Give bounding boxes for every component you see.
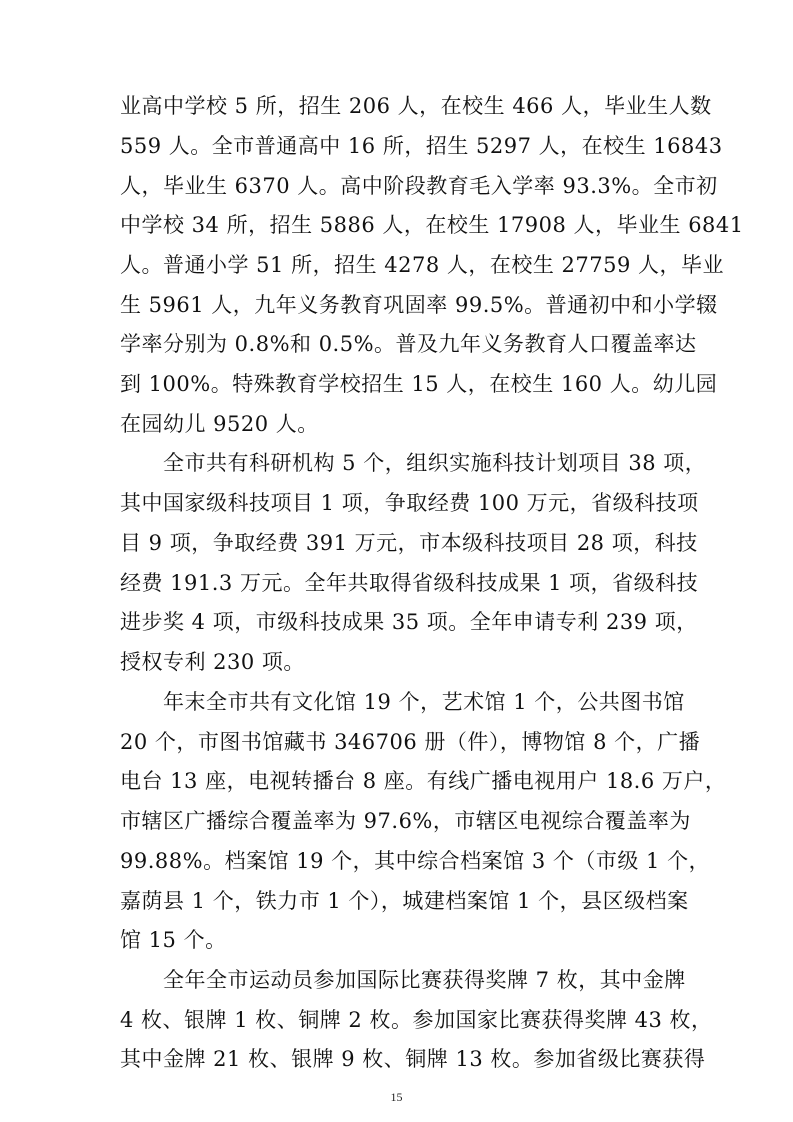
text-line: 99.88%。档案馆 19 个，其中综合档案馆 3 个（市级 1 个， (120, 849, 711, 873)
text-line: 年末全市共有文化馆 19 个，艺术馆 1 个，公共图书馆 (163, 690, 685, 714)
text-line: 市辖区广播综合覆盖率为 97.6%，市辖区电视综合覆盖率为 (120, 809, 691, 833)
text-line: 4 枚、银牌 1 枚、铜牌 2 枚。参加国家比赛获得奖牌 43 枚， (120, 1008, 713, 1032)
text-line: 其中国家级科技项目 1 项，争取经费 100 万元，省级科技项 (120, 491, 699, 515)
text-line: 人，毕业生 6370 人。高中阶段教育毛入学率 93.3%。全市初 (120, 174, 718, 198)
text-line: 其中金牌 21 枚、银牌 9 枚、铜牌 13 枚。参加省级比赛获得 (120, 1047, 706, 1071)
text-line: 电台 13 座，电视转播台 8 座。有线广播电视用户 18.6 万户， (120, 769, 727, 793)
text-line: 进步奖 4 项，市级科技成果 35 项。全年申请专利 239 项， (120, 610, 698, 634)
text-line: 经费 191.3 万元。全年共取得省级科技成果 1 项，省级科技 (120, 571, 699, 595)
text-line: 20 个，市图书馆藏书 346706 册（件），博物馆 8 个，广播 (120, 730, 701, 754)
text-line: 在园幼儿 9520 人。 (120, 412, 319, 436)
text-line: 全市共有科研机构 5 个，组织实施科技计划项目 38 项， (163, 451, 707, 475)
text-line: 生 5961 人，九年义务教育巩固率 99.5%。普通初中和小学辍 (120, 293, 718, 317)
text-line: 嘉荫县 1 个，铁力市 1 个），城建档案馆 1 个，县区级档案 (120, 889, 689, 913)
text-line: 目 9 项，争取经费 391 万元，市本级科技项目 28 项，科技 (120, 531, 698, 555)
text-line: 全年全市运动员参加国际比赛获得奖牌 7 枚，其中金牌 (163, 968, 686, 992)
text-line: 授权专利 230 项。 (120, 650, 305, 674)
text-line: 中学校 34 所，招生 5886 人，在校生 17908 人，毕业生 6841 (120, 213, 744, 237)
text-line: 馆 15 个。 (120, 928, 227, 952)
text-line: 到 100%。特殊教育学校招生 15 人，在校生 160 人。幼儿园 (120, 372, 718, 396)
text-line: 学率分别为 0.8%和 0.5%。普及九年义务教育人口覆盖率达 (120, 332, 697, 356)
text-line: 559 人。全市普通高中 16 所，招生 5297 人，在校生 16843 (120, 134, 723, 158)
page-number: 15 (390, 1090, 403, 1104)
text-line: 业高中学校 5 所，招生 206 人，在校生 466 人，毕业生人数 (120, 94, 712, 118)
text-line: 人。普通小学 51 所，招生 4278 人，在校生 27759 人，毕业 (120, 253, 725, 277)
